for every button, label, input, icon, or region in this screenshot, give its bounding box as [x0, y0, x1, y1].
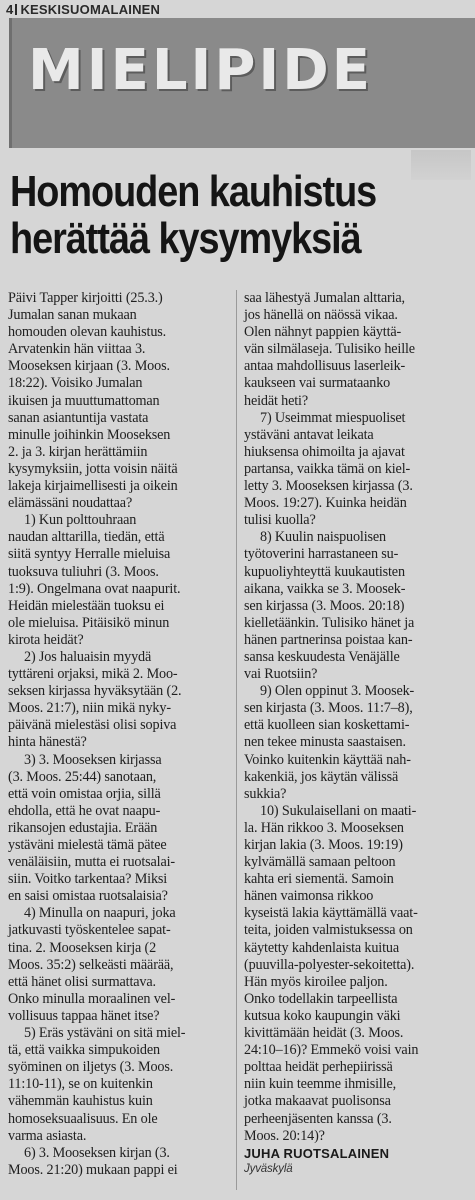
- article-text-line: Päivi Tapper kirjoitti (25.3.): [8, 290, 163, 306]
- article-text-line: että voin omistaa orjia, sillä: [8, 785, 161, 802]
- article-text-line: perheenjäsenten kanssa (3.: [244, 1110, 392, 1127]
- article-text-line: Heidän mielestään tuoksu ei: [8, 597, 165, 614]
- article-text-line: venäläisiin, mutta ei ruotsalai-: [8, 854, 175, 871]
- article-text-line: kakenkiä, jos käytän välissä: [244, 768, 399, 785]
- article-text-line: kivittämään heidät (3. Moos.: [244, 1025, 404, 1042]
- article-text-line: Jumalan sanan mukaan: [8, 307, 137, 324]
- article-text-line: Olen nähnyt pappien käyttä-: [244, 324, 402, 341]
- article-text-line: tuoksuva tuliuhri (3. Moos.: [8, 563, 159, 580]
- article-text-line: Moos. 21:7), niin mikä nyky-: [8, 700, 171, 717]
- author-location: Jyväskylä: [244, 1162, 293, 1175]
- article-text-line: jatkuvasti työskentelee sapat-: [8, 922, 171, 939]
- article-text-line: kaukseen vai surmataanko: [244, 375, 391, 392]
- article-text-line: en saisi omistaa ruotsalaisia?: [8, 888, 168, 905]
- article-text-line: 3) 3. Mooseksen kirjassa: [24, 751, 162, 768]
- article-text-line: kupuoliyhteyttä kuukautisten: [244, 563, 405, 580]
- article-text-line: käytetty kahdenlaista kuitua: [244, 939, 399, 956]
- article-text-line: Hän myös kiroilee paljon.: [244, 973, 388, 990]
- article-text-line: jos hänellä on näössä vikaa.: [244, 307, 398, 324]
- masthead-divider: [15, 4, 17, 15]
- article-text-line: nen tekee minusta saastaisen.: [244, 734, 406, 751]
- page-number: 4: [6, 2, 14, 17]
- article-text-line: kyseistä lakia käyttämällä vaat-: [244, 905, 418, 922]
- article-text-line: kielletäänkin. Tulisiko hänet ja: [244, 614, 415, 631]
- article-text-line: siitä syntyy Herralle mieluisa: [8, 546, 171, 563]
- article-text-line: kirjan lakia (3. Moos. 19:19): [244, 837, 403, 853]
- article-text-line: sanan asiantuntija vastata: [8, 409, 149, 426]
- article-text-line: kylvämällä samaan peltoon: [244, 854, 396, 871]
- article-text-line: teita, joiden valmistuksessa on: [244, 922, 413, 939]
- article-text-line: 7) Useimmat miespuoliset: [260, 409, 406, 426]
- article-text-line: päivänä mielestäsi olisi sopiva: [8, 717, 177, 734]
- article-text-line: lakeja kirjaimellisesti ja oikein: [8, 478, 178, 495]
- article-text-line: tulisi kuolla?: [244, 512, 316, 529]
- article-text-line: (3. Moos. 25:44) sanotaan,: [8, 768, 157, 785]
- article-text-line: tina. 2. Mooseksen kirja (2: [8, 939, 157, 956]
- article-text-line: 4) Minulla on naapuri, joka: [24, 905, 176, 922]
- article-text-line: jotka makaavat puolisonsa: [244, 1093, 391, 1110]
- article-text-line: Onko minulla moraalinen vel-: [8, 990, 176, 1007]
- article-text-line: 5) Eräs ystäväni on sitä miel-: [24, 1025, 186, 1042]
- article-text-line: la. Hän rikkoo 3. Mooseksen: [244, 819, 404, 836]
- article-headline: [10, 168, 406, 262]
- article-text-line: sen kirjasta (3. Moos. 11:7–8),: [244, 700, 413, 717]
- article-text-line: sen kirjassa (3. Moos. 20:18): [244, 597, 405, 614]
- article-text-line: vähemmän kauhistus kuin: [8, 1093, 153, 1110]
- article-text-line: Moos. 35:2) selkeästi määrää,: [8, 956, 174, 973]
- article-text-line: homouden olevan kauhistus.: [8, 324, 167, 341]
- article-text-line: hänen partnerinsa poistaa kan-: [244, 631, 413, 648]
- article-column-left: [8, 290, 230, 1179]
- article-text-line: 11:10-11), se on kuitenkin: [8, 1076, 153, 1093]
- article-text-line: kutsua koko kaupungin väki: [244, 1007, 401, 1024]
- article-text-line: kysymyksiin, jotta voisin näitä: [8, 460, 178, 477]
- bleed-through-shadow: [411, 150, 471, 180]
- article-text-line: aikana, vaikka se 3. Moosek-: [244, 580, 406, 597]
- article-text-line: minulle joihinkin Mooseksen: [8, 426, 171, 443]
- article-text-line: ole mieluisa. Pitäisikö minun: [8, 614, 170, 631]
- section-title: MIELIPIDE: [28, 38, 373, 103]
- article-text-line: ystäväni antavat leikata: [244, 426, 374, 443]
- column-divider: [236, 290, 237, 1190]
- article-text-line: Moos. 20:14)?: [244, 1127, 325, 1144]
- article-text-line: 2. ja 3. kirjan herättämiin: [8, 443, 148, 460]
- article-text-line: että kuolleen sian koskettami-: [244, 717, 410, 734]
- article-text-line: sukkia?: [244, 785, 287, 802]
- article-text-line: 6) 3. Mooseksen kirjan (3.: [24, 1144, 170, 1161]
- article-text-line: ehdolla, että he ovat naapu-: [8, 802, 161, 819]
- article-text-line: polttaa heidät perhepiirissä: [244, 1059, 393, 1076]
- paper-name: KESKISUOMALAINEN: [20, 2, 161, 17]
- article-text-line: saa lähestyä Jumalan alttaria,: [244, 290, 405, 306]
- article-text-line: 9) Olen oppinut 3. Moosek-: [260, 683, 415, 700]
- article-text-line: 10) Sukulaisellani on maati-: [260, 802, 417, 819]
- article-text-line: Mooseksen kirjaan (3. Moos.: [8, 358, 170, 375]
- headline-line: herättää kysymyksiä: [10, 214, 361, 263]
- article-text-line: antaa mahdollisuus laserleik-: [244, 358, 406, 375]
- article-text-line: naudan alttarilla, tiedän, että: [8, 529, 165, 546]
- article-text-line: Onko todellakin tarpeellista: [244, 990, 398, 1007]
- article-text-line: 1) Kun polttouhraan: [24, 512, 137, 529]
- article-text-line: tä, että vaikka simpukoiden: [8, 1042, 160, 1059]
- author-signature: JUHA RUOTSALAINEN: [244, 1145, 390, 1161]
- article-text-line: Moos. 19:27). Kuinka heidän: [244, 495, 407, 512]
- article-text-line: homoseksuaalisuus. En ole: [8, 1110, 158, 1127]
- headline-line: Homouden kauhistus: [10, 167, 377, 216]
- article-text-line: 1:9). Ongelmana ovat naapurit.: [8, 580, 181, 597]
- article-text-line: sansa keskuudesta Venäjälle: [244, 648, 400, 665]
- article-text-line: syöminen on iljetys (3. Moos.: [8, 1059, 174, 1076]
- article-column-right: [244, 290, 470, 1176]
- article-text-line: rikansojen edustajia. Erään: [8, 819, 158, 836]
- article-text-line: vän silmälaseja. Tulisiko heille: [244, 341, 415, 358]
- article-text-line: vai Ruotsiin?: [244, 666, 318, 683]
- article-text-line: ystäväni mielestä tämä pätee: [8, 837, 167, 853]
- article-text-line: kirota heidät?: [8, 631, 84, 648]
- article-text-line: (puuvilla-polyester-sekoitetta).: [244, 956, 415, 973]
- article-text-line: vollisuus tappaa hänet itse?: [8, 1007, 160, 1024]
- article-text-line: partansa, vaikka tämä on kiel-: [244, 460, 411, 477]
- article-text-line: 24:10–16)? Emmekö voisi vain: [244, 1042, 419, 1059]
- article-text-line: Moos. 21:20) mukaan pappi ei: [8, 1161, 178, 1178]
- article-text-line: tyttäreni orjaksi, mikä 2. Moo-: [8, 666, 178, 683]
- article-text-line: heidät heti?: [244, 392, 308, 409]
- article-text-line: siin. Voitko tarkentaa? Miksi: [8, 871, 168, 888]
- article-text-line: Voinko kuitenkin käyttää nah-: [244, 751, 411, 768]
- article-text-line: hiuksensa ohimoilta ja ajavat: [244, 443, 405, 460]
- article-text-line: Arvatenkin hän viittaa 3.: [8, 341, 146, 358]
- article-text-line: niin kuin teemme ihmisille,: [244, 1076, 396, 1093]
- article-text-line: varma asiasta.: [8, 1127, 87, 1144]
- article-text-line: kahta eri siementä. Samoin: [244, 871, 394, 888]
- masthead: [6, 2, 160, 17]
- article-text-line: hinta hänestä?: [8, 734, 87, 751]
- article-text-line: työtoverini harrastaneen su-: [244, 546, 399, 563]
- article-text-line: letty 3. Mooseksen kirjassa (3.: [244, 478, 413, 495]
- article-text-line: 8) Kuulin naispuolisen: [260, 529, 386, 546]
- article-text-line: 18:22). Voisiko Jumalan: [8, 375, 143, 392]
- article-text-line: että hänet olisi surmattava.: [8, 973, 156, 990]
- article-text-line: elämässäni noudattaa?: [8, 495, 133, 512]
- article-text-line: seksen kirjassa hyväksytään (2.: [8, 683, 182, 700]
- section-banner: [9, 18, 475, 148]
- article-text-line: ikuisen ja muuttumattoman: [8, 392, 160, 409]
- article-text-line: 2) Jos haluaisin myydä: [24, 648, 152, 665]
- article-text-line: hänen vaimonsa rikkoo: [244, 888, 374, 905]
